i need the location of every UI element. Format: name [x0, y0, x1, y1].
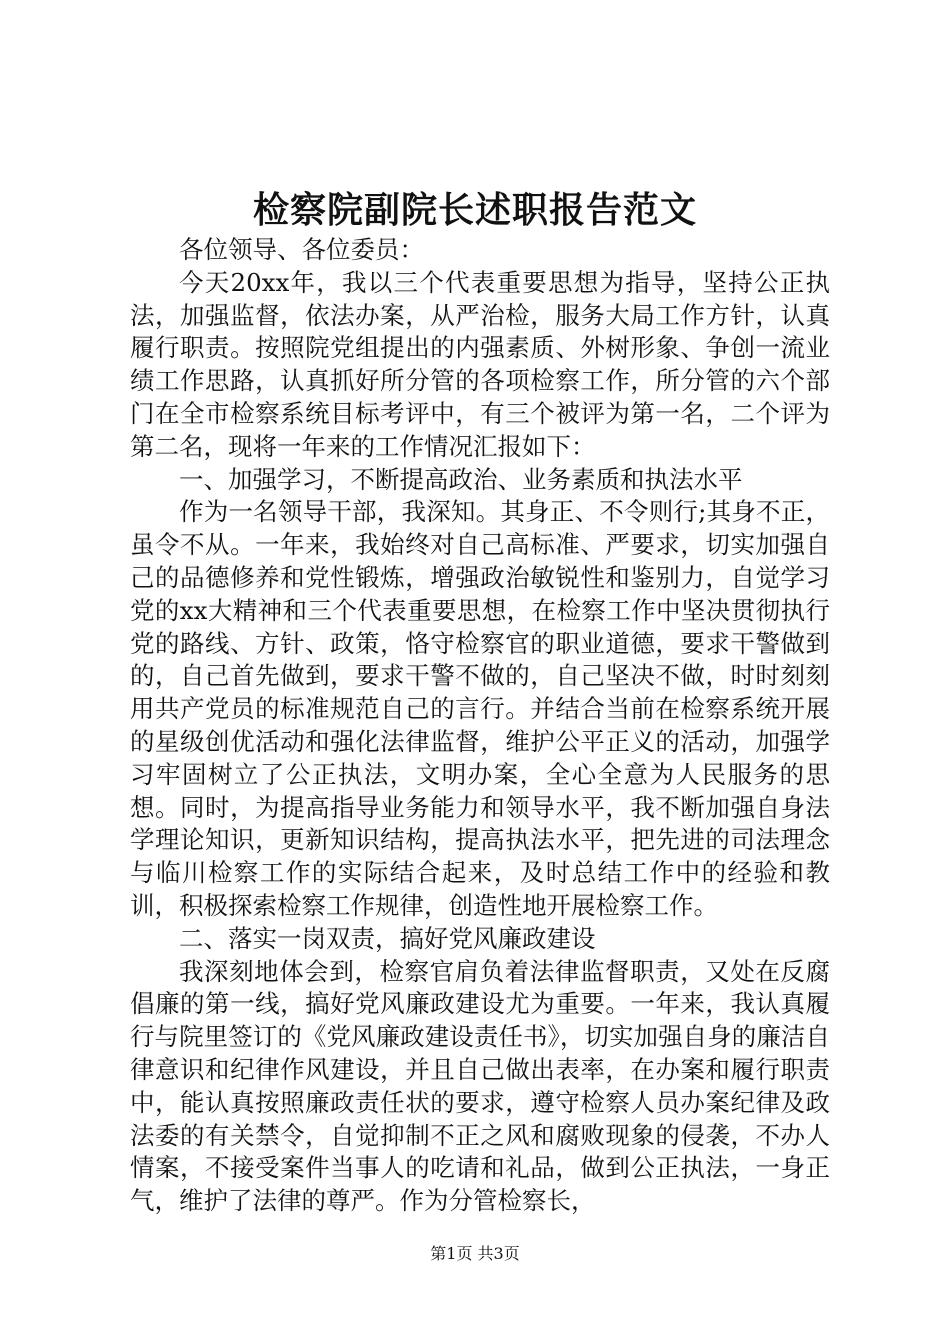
section-heading-1: 一、加强学习，不断提高政治、业务素质和执法水平 — [179, 464, 743, 494]
paragraph-section-2: 我深刻地体会到，检察官肩负着法律监督职责，又处在反腐倡廉的第一线，搞好党风廉政建设尤为重要。一年来，我认真履行与院里签订的《党风廉政建设责任书》，切实加强自身的廉洁自律意识和纪律作风建设，并且自己做出表率，在办案和履行职责中，能认真按照廉政责任状的要求，遵守检察人员办案纪律及政法委的有关禁令，自觉抑制不正之风和腐败现象的侵袭，不办人情案，不接受案件当事人的吃请和礼品，做到公正执法，一身正气，维护了法律的尊严。作为分管检察长， — [130, 956, 830, 1216]
page-number-footer: 第1页 共3页 — [430, 1244, 520, 1263]
paragraph-salutation: 各位领导、各位委员： — [179, 235, 424, 264]
section-heading-2: 二、落实一岗双责，搞好党风廉政建设 — [179, 923, 596, 953]
paragraph-section-1: 作为一名领导干部，我深知。其身正、不令则行;其身不正，虽令不从。一年来，我始终对自己高标准、严要求，切实加强自己的品德修养和党性锻炼，增强政治敏锐性和鉴别力，自觉学习党的xx大精神和三个代表重要思想，在检察工作中坚决贯彻执行党的路线、方针、政策，恪守检察官的职业道德，要求干警做到的，自己首先做到，要求干警不做的，自己坚决不做，时时刻刻用共产党员的标准规范自己的言行。并结合当前在检察系统开展的星级创优活动和强化法律监督，维护公平正义的活动，加强学习牢固树立了公正执法，文明办案，全心全意为人民服务的思想。同时，为提高指导业务能力和领导水平，我不断加强自身法学理论知识，更新知识结构，提高执法水平，把先进的司法理念与临川检察工作的实际结合起来，及时总结工作中的经验和教训，积极探索检察工作规律，创造性地开展检察工作。 — [130, 497, 830, 920]
document-title: 检察院副院长述职报告范文 — [252, 189, 697, 231]
document-body — [130, 234, 830, 1218]
paragraph-intro: 今天20xx年，我以三个代表重要思想为指导，坚持公正执法，加强监督，依法办案，从严治检，服务大局工作方针，认真履行职责。按照院党组提出的内强素质、外树形象、争创一流业绩工作思路，认真抓好所分管的各项检察工作，所分管的六个部门在全市检察系统目标考评中，有三个被评为第一名，二个评为第二名，现将一年来的工作情况汇报如下： — [130, 267, 830, 461]
